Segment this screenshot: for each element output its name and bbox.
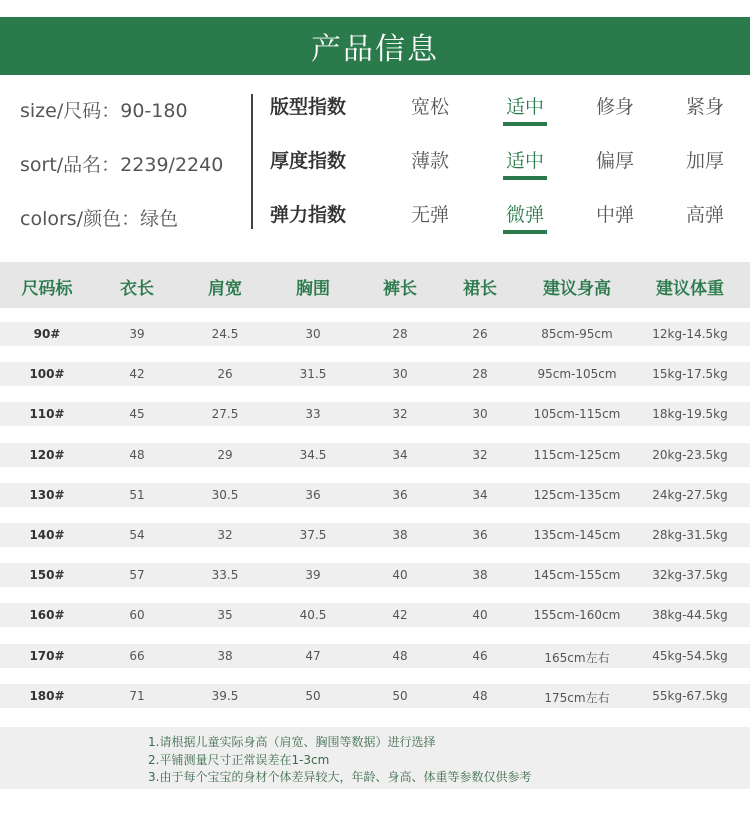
index-label: 版型指数: [270, 96, 347, 118]
note-3: 3.由于每个宝宝的身材个体差异较大，年龄、身高、体重等参数仅供参考: [148, 770, 532, 784]
table-cell: 51: [129, 487, 145, 502]
table-cell: 36: [305, 487, 321, 502]
index-option-selected: 微弹: [505, 204, 544, 226]
table-cell: 60: [129, 608, 145, 623]
table-cell: 24kg-27.5kg: [652, 487, 728, 502]
table-cell: 31.5: [299, 367, 327, 382]
table-row: [0, 402, 750, 426]
index-row: [270, 92, 750, 122]
table-cell: 28kg-31.5kg: [652, 528, 728, 542]
table-cell: 28: [392, 327, 408, 341]
table-cell: 34: [472, 487, 488, 502]
table-cell: 26: [217, 367, 233, 382]
table-cell: 38: [217, 648, 233, 663]
table-cell: 34.5: [299, 447, 327, 462]
table-cell: 42: [392, 608, 408, 623]
column-header: 尺码标: [21, 279, 73, 299]
selection-underline: [503, 122, 547, 126]
table-cell: 66: [129, 648, 145, 663]
table-cell: 20kg-23.5kg: [652, 447, 728, 462]
index-row: [270, 146, 750, 176]
table-cell: 39.5: [211, 688, 239, 703]
table-cell: 47: [305, 648, 321, 663]
color-info: colors/颜色：绿色: [20, 208, 179, 230]
column-header: 肩宽: [208, 279, 242, 299]
table-cell: 32: [217, 528, 233, 542]
table-cell: 35: [217, 608, 233, 623]
table-cell: 38kg-44.5kg: [652, 608, 728, 623]
index-option-selected: 适中: [505, 96, 544, 118]
table-cell: 30: [392, 367, 408, 382]
table-cell: 105cm-115cm: [533, 407, 621, 422]
table-cell: 155cm-160cm: [533, 608, 621, 623]
table-cell: 160#: [29, 608, 65, 623]
selection-underline: [503, 176, 547, 180]
table-cell: 38: [392, 528, 408, 542]
index-option: 紧身: [685, 96, 724, 118]
size-table: [0, 262, 750, 705]
table-cell: 120#: [29, 447, 65, 462]
size-info: size/尺码：90-180: [20, 100, 188, 122]
table-cell: 27.5: [211, 407, 239, 422]
table-row: [0, 483, 750, 507]
table-row: [0, 322, 750, 346]
table-cell: 150#: [29, 568, 65, 583]
notes-box: [0, 727, 750, 789]
table-cell: 18kg-19.5kg: [652, 407, 728, 422]
column-header: 裤长: [383, 279, 417, 299]
index-option: 加厚: [685, 150, 724, 172]
column-header: 建议体重: [656, 279, 724, 299]
table-cell: 90#: [33, 327, 61, 341]
table-row: [0, 603, 750, 627]
product-info: [0, 82, 750, 242]
table-cell: 29: [217, 447, 233, 462]
table-cell: 45kg-54.5kg: [652, 648, 728, 663]
info-divider: [251, 94, 253, 229]
table-cell: 39: [305, 568, 321, 583]
table-cell: 37.5: [299, 528, 327, 542]
index-option: 偏厚: [595, 150, 634, 172]
table-cell: 85cm-95cm: [541, 327, 613, 341]
index-option: 无弹: [410, 204, 449, 226]
table-cell: 140#: [29, 528, 65, 542]
table-cell: 54: [129, 528, 145, 542]
table-row: [0, 684, 750, 708]
table-cell: 180#: [29, 688, 65, 703]
index-label: 厚度指数: [270, 150, 347, 172]
column-header: 胸围: [296, 279, 330, 299]
table-cell: 42: [129, 367, 145, 382]
table-cell: 45: [129, 407, 145, 422]
index-option: 薄款: [410, 150, 449, 172]
table-cell: 26: [472, 327, 488, 341]
index-row: [270, 200, 750, 230]
index-option-selected: 适中: [505, 150, 544, 172]
table-cell: 34: [392, 447, 408, 462]
table-cell: 145cm-155cm: [533, 568, 621, 583]
table-cell: 33.5: [211, 568, 239, 583]
table-cell: 32: [392, 407, 408, 422]
index-option: 高弹: [685, 204, 724, 226]
table-cell: 40: [472, 608, 488, 623]
table-cell: 12kg-14.5kg: [652, 327, 728, 341]
table-cell: 48: [129, 447, 145, 462]
table-cell: 32: [472, 447, 488, 462]
table-cell: 175cm左右: [544, 690, 610, 705]
table-cell: 39: [129, 327, 145, 341]
table-cell: 170#: [29, 648, 65, 663]
table-cell: 33: [305, 407, 321, 422]
table-cell: 24.5: [211, 327, 239, 341]
table-row: [0, 523, 750, 547]
table-cell: 32kg-37.5kg: [652, 568, 728, 583]
index-option: 修身: [595, 96, 634, 118]
index-option: 中弹: [595, 204, 634, 226]
index-label: 弹力指数: [270, 204, 347, 226]
table-cell: 40.5: [299, 608, 327, 623]
column-header: 裙长: [463, 279, 497, 299]
selection-underline: [503, 230, 547, 234]
table-cell: 36: [472, 528, 488, 542]
page-title: 产品信息: [311, 32, 439, 67]
table-cell: 36: [392, 487, 408, 502]
table-cell: 130#: [29, 487, 65, 502]
table-cell: 57: [129, 568, 145, 583]
table-cell: 110#: [29, 407, 65, 422]
table-cell: 38: [472, 568, 488, 583]
table-cell: 55kg-67.5kg: [652, 688, 728, 703]
table-row: [0, 443, 750, 467]
table-cell: 15kg-17.5kg: [652, 367, 728, 382]
sort-info: sort/品名：2239/2240: [20, 154, 224, 176]
column-header: 建议身高: [543, 279, 611, 299]
table-cell: 30.5: [211, 487, 239, 502]
table-cell: 100#: [29, 367, 65, 382]
table-cell: 71: [129, 688, 145, 703]
note-1: 1.请根据儿童实际身高（肩宽、胸围等数据）进行选择: [148, 735, 436, 749]
table-cell: 135cm-145cm: [533, 528, 621, 542]
table-header: [0, 262, 750, 308]
table-row: [0, 644, 750, 668]
note-2: 2.平铺测量尺寸正常误差在1-3cm: [148, 753, 330, 767]
table-row: [0, 362, 750, 386]
table-cell: 115cm-125cm: [533, 447, 621, 462]
table-cell: 30: [305, 327, 321, 341]
table-cell: 46: [472, 648, 488, 663]
table-cell: 30: [472, 407, 488, 422]
column-header: 衣长: [120, 279, 154, 299]
table-row: [0, 563, 750, 587]
index-option: 宽松: [410, 96, 449, 118]
table-cell: 48: [392, 648, 408, 663]
table-cell: 40: [392, 568, 408, 583]
table-cell: 50: [392, 688, 408, 703]
table-cell: 48: [472, 688, 488, 703]
table-cell: 165cm左右: [544, 650, 610, 665]
table-cell: 95cm-105cm: [537, 367, 617, 382]
table-cell: 125cm-135cm: [533, 487, 621, 502]
title-banner: [0, 17, 750, 75]
table-cell: 50: [305, 688, 321, 703]
table-cell: 28: [472, 367, 488, 382]
